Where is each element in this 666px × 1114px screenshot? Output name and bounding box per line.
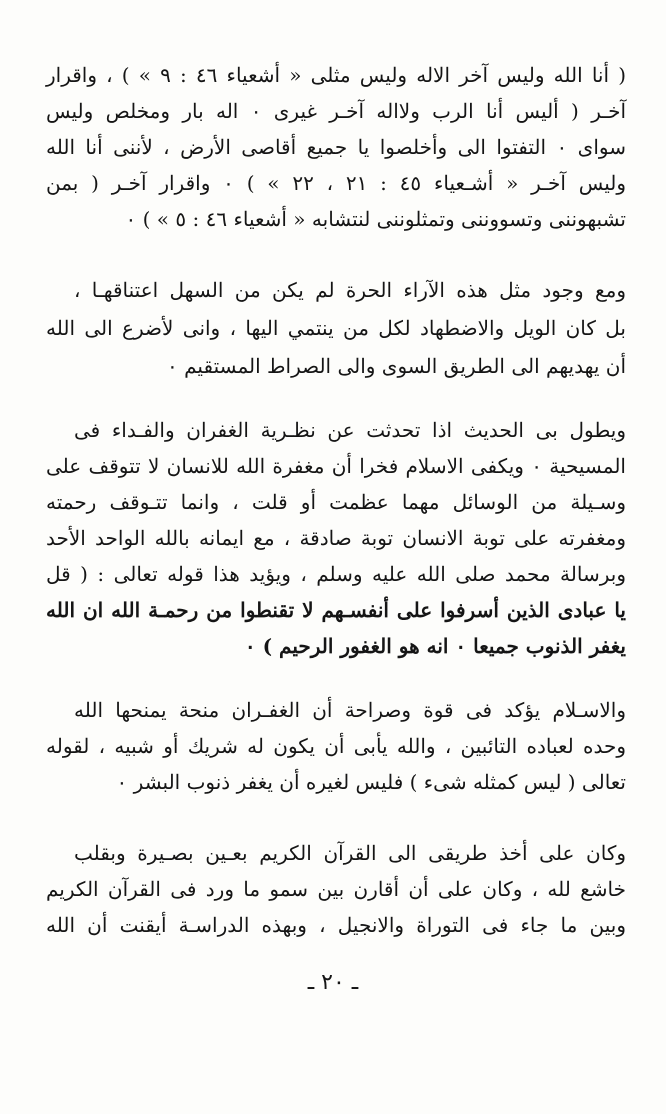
text-line: أن يهديهم الى الطريق السوى والى الصراط المستقيم ٠ bbox=[167, 354, 626, 378]
quran-verse-line: يغفر الذنوب جميعا ٠ انه هو الغفور الرحيم ) ٠ bbox=[244, 634, 626, 658]
text-line: خاشع لله ، وكان على أن أقارن بين سمو ما ورد فى القرآن الكريم bbox=[46, 877, 626, 901]
text-line: تعالى ( ليس كمثله شىء ) فليس لغيره أن يغفر ذنوب البشر ٠ bbox=[116, 770, 626, 794]
text-line: وحده لعباده التائبين ، والله يأبى أن يكون له شريك أو شبيه ، لقوله bbox=[46, 734, 626, 758]
text-line: ومع وجود مثل هذه الآراء الحرة لم يكن من السهل اعتناقهـا ، bbox=[74, 278, 626, 302]
text-line: وليس آخـر « أشـعياء ٤٥ : ٢١ ، ٢٢ » ) ٠ واقرار آخـر ( بمن bbox=[46, 171, 627, 195]
text-line: بل كان الويل والاضطهاد لكل من ينتمي اليها ، وانى لأضرع الى الله bbox=[46, 316, 626, 340]
text-line: سواى ٠ التفتوا الى وأخلصوا يا جميع أقاصى الأرض ، لأننى أنا الله bbox=[46, 135, 626, 159]
text-line: وبرسالة محمد صلى الله عليه وسلم ، ويؤيد هذا قوله تعالى : ( قل bbox=[46, 562, 626, 586]
page-number: ـ ٢٠ ـ bbox=[307, 970, 359, 995]
text-line: وبين ما جاء فى التوراة والانجيل ، وبهذه الدراسـة أيقنت أن الله bbox=[46, 913, 626, 937]
text-line: تشبهوننى وتسووننى وتمثلوننى لنتشابه « أشعياء ٤٦ : ٥ » ) ٠ bbox=[125, 207, 626, 231]
text-line: المسيحية ٠ ويكفى الاسلام فخرا أن مغفرة الله للانسان لا تتوقف على bbox=[46, 454, 626, 478]
quran-verse-line: يا عبادى الذين أسرفوا على أنفسـهم لا تقنطوا من رحمـة الله ان الله bbox=[46, 598, 626, 622]
text-line: ويطول بى الحديث اذا تحدثت عن نظـرية الغفران والفـداء فى bbox=[74, 418, 626, 442]
text-line: ( أنا الله وليس آخر الاله وليس مثلى « أشعياء ٤٦ : ٩ » ) ، واقرار bbox=[46, 63, 626, 87]
text-line: وكان على أخذ طريقى الى القرآن الكريم بعـين بصـيرة وبقلب bbox=[74, 841, 626, 865]
text-line: آخـر ( أليس أنا الرب ولااله آخـر غيرى ٠ اله بار ومخلص وليس bbox=[46, 99, 627, 123]
text-line: والاسـلام يؤكد فى قوة وصراحة أن الغفـران منحة يمنحها الله bbox=[74, 698, 626, 722]
text-line: ومغفرته على توبة الانسان توبة صادقة ، مع ايمانه بالله الواحد الأحد bbox=[46, 526, 626, 550]
text-line: وسـيلة من الوسائل مهما عظمت أو قلت ، وانما تتـوقف رحمته bbox=[46, 490, 626, 514]
